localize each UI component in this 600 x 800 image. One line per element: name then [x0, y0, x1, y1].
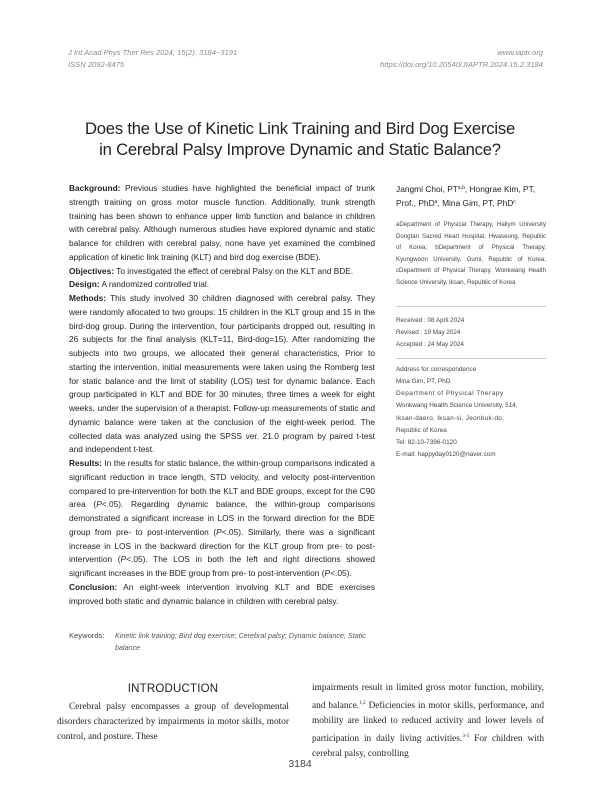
author-line-1-rest: , Hongrae Kim, PT, — [464, 184, 536, 194]
keywords-label: Keywords: — [69, 631, 105, 640]
doi-link[interactable]: https://doi.org/10.20540/JIAPTR.2024.15.2.3184 — [380, 59, 543, 69]
article-title — [50, 118, 550, 160]
issn: ISSN 2092-8475 — [68, 59, 125, 69]
conclusion-label: Conclusion: — [69, 581, 118, 592]
correspondence-univ: Wonkwang Health Science University, 514, — [396, 402, 518, 410]
correspondence-block — [396, 376, 546, 461]
p-value-symbol: P — [96, 499, 102, 510]
keywords — [69, 630, 379, 653]
abstract-methods — [69, 292, 375, 457]
author-list — [396, 182, 546, 211]
keywords-text: Kinetic link training; Bird dog exercise; Cerebral palsy; Dynamic balance; Static balance — [115, 631, 366, 652]
intro-right-text-1: impairments result in limited gross motor function, mobility, and balance. — [312, 683, 544, 712]
results-text-4: <.05). The LOS in both the left and right directions showed significant increases in the BDE group from pre- to post-intervention ( — [69, 554, 375, 578]
abstract-conclusion — [69, 581, 375, 609]
page-number: 3184 — [288, 758, 312, 770]
background-text: Previous studies have highlighted the beneficial impact of trunk strength training on gross motor muscle function. Additionally, trunk strength training has been shown to enhance upper limb function and balance in children with cerebral palsy. Although numerous studies have explored dynamic and static balance for children with cerebral palsy, none have yet examined the combined application of kinetic link training (KLT) and bird dog exercise (BDE). — [69, 183, 375, 262]
journal-citation: J Int Acad Phys Ther Res 2024; 15(2): 3184~3191 — [68, 48, 238, 57]
author-line-1: Jangmi Choi, PT — [396, 184, 458, 194]
correspondence-country: Republic of Korea — [396, 426, 447, 434]
design-label: Design: — [69, 279, 100, 290]
introduction-right-column — [312, 681, 544, 762]
correspondence-heading: Address for correspondence — [396, 366, 477, 373]
p-value-symbol: P — [216, 526, 222, 537]
intro-right-text-3: For children with cerebral palsy, controlling — [312, 734, 544, 760]
reference-citation[interactable]: 1,2 — [359, 700, 366, 707]
correspondence-name: Mina Gim, PT, PhD — [396, 378, 451, 385]
received-date: Received : 08 April 2024 — [396, 317, 465, 324]
conclusion-text: An eight-week intervention involving KLT and BDE exercises improved both static and dynamic balance in children with cerebral palsy. — [69, 581, 375, 606]
title-line-2: in Cerebral Palsy Improve Dynamic and Static Balance? — [99, 140, 501, 159]
correspondence-street: Iksan-daero, Iksan-si, Jeonbuk-do, — [396, 414, 505, 422]
title-line-1: Does the Use of Kinetic Link Training and Bird Dog Exercise — [84, 119, 515, 138]
design-text: A randomized controlled trial. — [101, 279, 210, 290]
introduction-left-column: Cerebral palsy encompasses a group of developmental disorders characterized by impairments in motor skills, motor control, and posture. These — [57, 702, 289, 743]
results-label: Results: — [69, 458, 102, 468]
intro-right-text-2: Deficiencies in motor skills, performance, and mobility are linked to reduced activity and lower levels of participation in daily living activities. — [312, 701, 544, 745]
author-affiliation-sup: c — [513, 199, 516, 206]
results-text-3: <.05). Similarly, there was a significant increase in LOS in the backward direction for the KLT group from pre- to post-intervention ( — [69, 526, 375, 565]
accepted-date: Accepted : 24 May 2024 — [396, 340, 464, 348]
author-affiliation-sup: a,b — [457, 185, 465, 191]
objectives-label: Objectives: — [69, 265, 114, 276]
introduction-heading: INTRODUCTION — [127, 683, 219, 695]
objectives-text: To investigated the effect of cerebral Palsy on the KLT and BDE. — [116, 265, 354, 276]
results-text-1: In the results for static balance, the within-group comparisons indicated a significant reduction in trace length, STD velocity, and velocity post-intervention compared to pre-intervention for both the KLT and BDE groups, except for the C90 area ( — [69, 458, 375, 510]
methods-text: This study involved 30 children diagnosed with cerebral palsy. They were randomly allocated to two groups: 15 children in the KLT group and 15 in the bird-dog group. During the intervention, four participants dropped out, resulting in 26 subjects for the final analysis (KLT=11, Bird-dog=15). After randomizing the subjects into two groups, we allocated their general characteristics, Prior to starting the intervention, initial measurements were taken using the Romberg test for static balance and the limit of stability (LOS) test for dynamic balance. Each group participated in KLT and BDE for 30 minutes, three times a week for eight weeks, under the supervision of a therapist. Follow-up measurements of static and dynamic balance were taken at the conclusion of the eight-week period. The collected data was analyzed using the SPSS ver. 21.0 program by paired t-test and independent t-test. — [69, 293, 375, 455]
reference-citation[interactable]: 3-5 — [462, 733, 470, 740]
results-text-5: <.05). — [330, 568, 352, 578]
correspondence-tel: Tel: 82-10-7396-0120 — [396, 439, 457, 447]
p-value-symbol: P — [120, 554, 127, 565]
divider — [396, 306, 546, 307]
affiliations: aDepartment of Physical Therapy, Hallym University Dongtan Sacred Heart Hospital, Hwaseong, Republic of Korea; bDepartment of Physical Therapy, Kyungwoon University, Gumi, Republic of Korea; cDepartment of Physical Therapy, Wonkwang Health Science University, Iksan, Republic of Korea — [396, 221, 546, 286]
correspondence-dept: Department of Physical Therapy — [396, 390, 504, 398]
abstract-background — [69, 182, 375, 265]
abstract-design — [69, 278, 375, 292]
abstract — [69, 182, 375, 608]
author-line-2b: , Mina Gim, PT, PhD — [437, 198, 514, 209]
divider — [396, 358, 546, 359]
author-affiliation-sup: a — [434, 199, 438, 206]
results-text-2: <.05). Regarding dynamic balance, the within-group comparisons demonstrated a significant increase in LOS in the forward direction for the BDE group from pre- to post-intervention ( — [69, 499, 375, 537]
abstract-results — [69, 457, 375, 581]
p-value-symbol: P — [324, 568, 331, 578]
correspondence-email-link[interactable]: E-mail: happyday0120@naver.com — [396, 451, 496, 459]
revised-date: Revised : 19 May 2024 — [396, 328, 461, 336]
methods-label: Methods: — [69, 293, 107, 303]
abstract-objectives — [69, 265, 375, 279]
journal-website-link[interactable]: www.iaptr.org — [497, 48, 543, 57]
running-header-right — [380, 47, 543, 70]
running-header-left — [68, 47, 237, 70]
background-label: Background: — [69, 183, 121, 193]
author-line-2a: Prof., PhD — [396, 198, 435, 209]
article-dates — [396, 315, 546, 350]
